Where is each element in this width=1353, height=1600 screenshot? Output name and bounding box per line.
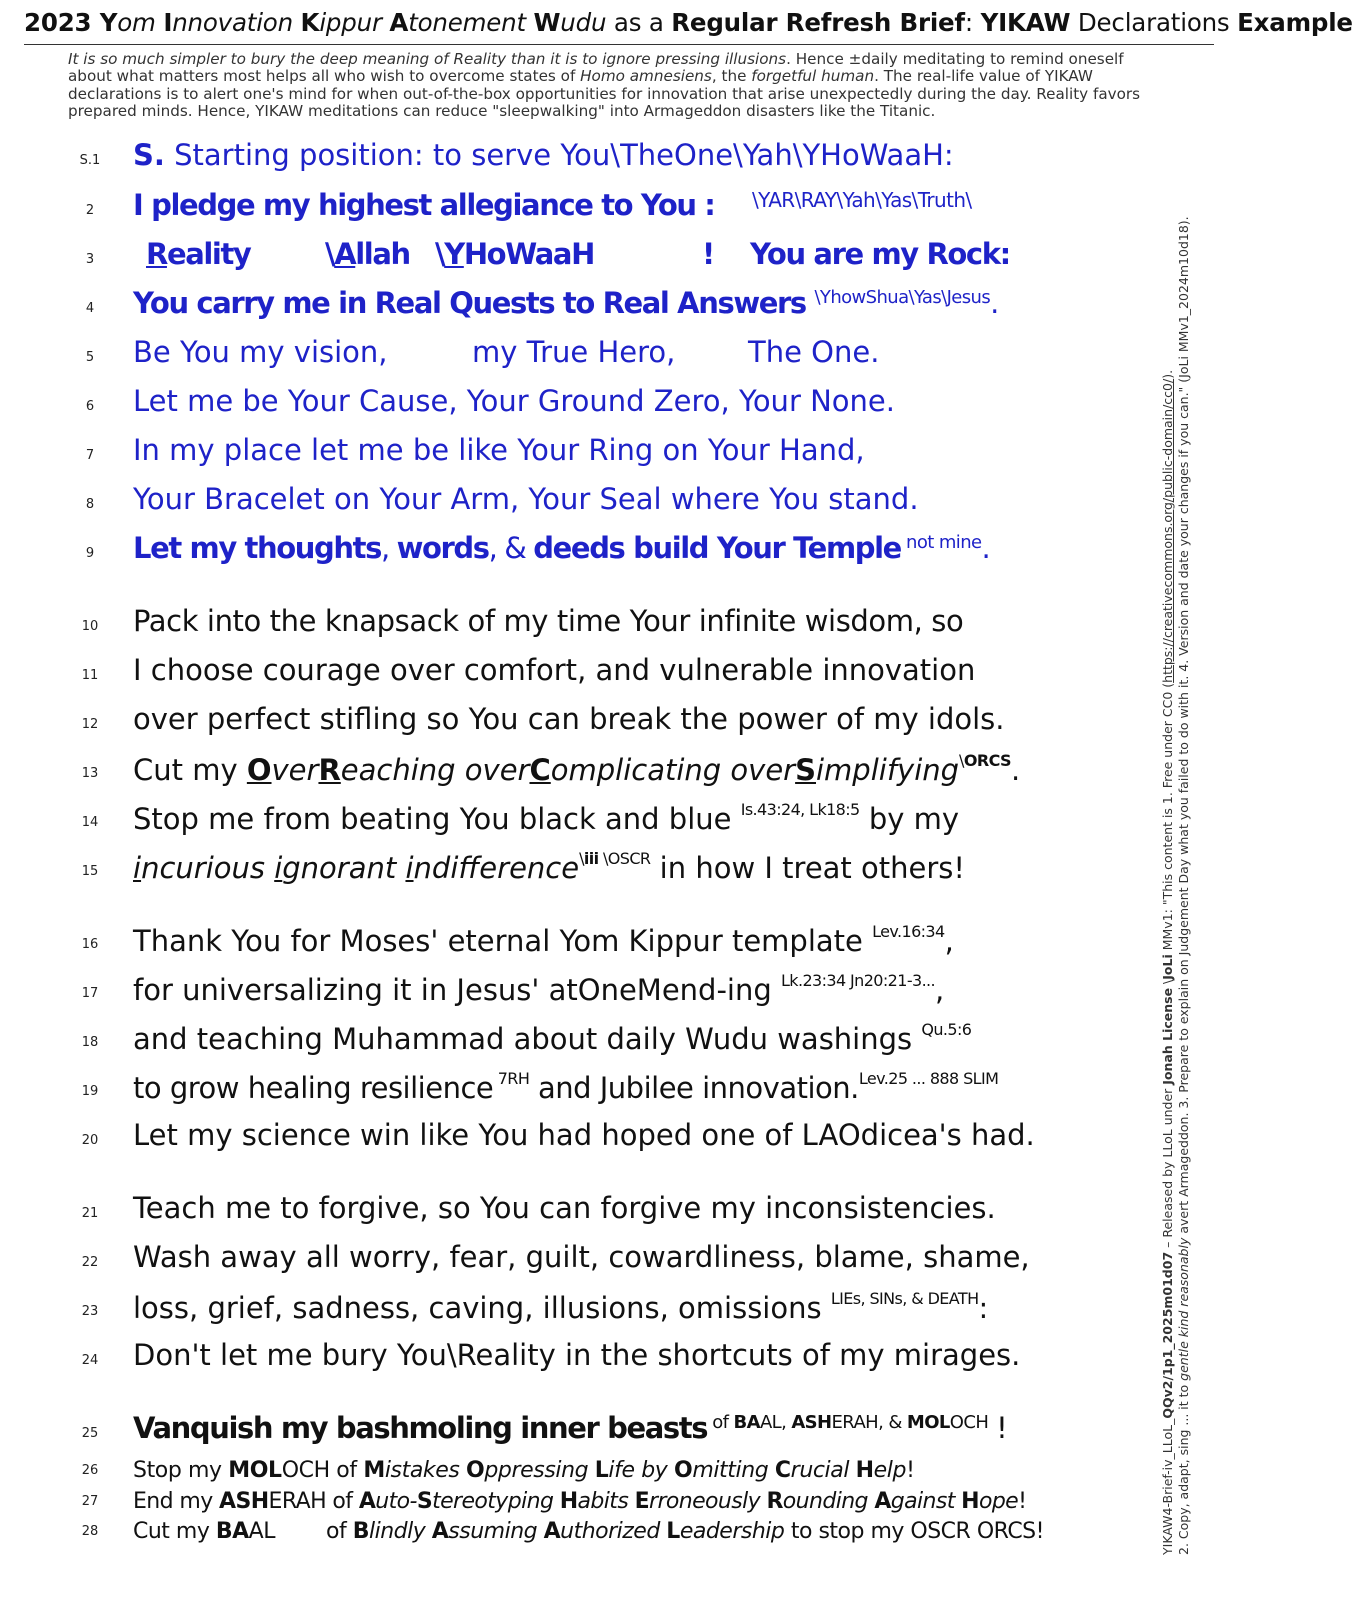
line-text: Cut my BAAL [133,1519,275,1544]
line-number: 20 [81,1133,99,1148]
line-number: 10 [81,619,99,634]
line-text: loss, grief, sadness, caving, illusions, omissions $^{LIEs, SINs, \& DEATH}$: [133,1289,989,1325]
line-text: for universalizing it in Jesus' atOneMend-ing $^{Lk.23:34 Jn20:21-3...}$, [133,971,945,1007]
line-annotation: \YAR\RAY\Yah\Yas\Truth\ [752,188,972,212]
license-line-1: YIKAW4-Brief-iv_LLoL_QQv2/1p1_2025m01d07 – Released by LLoL under Jonah License \JoLi MMv1: "This content is 1. Free under CC0 (https://creativecommons.org/public-domain/cc0/). [1160,369,1175,1555]
line-text: Pack into the knapsack of my time Your infinite wisdom, so [133,604,964,638]
line-text: Let me be Your Cause, Your Ground Zero, Your None. [133,384,895,418]
line-text: Thank You for Moses' eternal Yom Kippur template $^{Lev.16:34}$, [133,922,954,958]
line-number: 26 [81,1463,99,1478]
line-number: 16 [81,937,99,952]
line-number: 23 [81,1304,99,1319]
line-text: Stop my MOLOCH of Mistakes Oppressing Life by Omitting Crucial Help! [133,1458,915,1483]
line-text: \YHoWaaH [435,237,594,271]
line-number: 24 [81,1353,99,1368]
line-number: 18 [81,1035,99,1050]
line-number: 28 [81,1524,99,1539]
license-line-2: 2. Copy, adapt, sing ... it to gentle kind reasonably avert Armageddon. 3. Prepare to explain on Judgement Day what you failed to do with it. 4. Version and date your changes if you can." (JoLi MMv1_2024m10d18). [1176,216,1191,1555]
line-text: The One. [748,335,880,369]
intro-paragraph: It is so much simpler to bury the deep meaning of Reality than it is to ignore pressing illusions. Hence ±daily meditating to remind oneself about what matters most helps all who wish to overcome states of Homo amnesiens, the forgetful human. The real-life value of YIKAW declarations is to alert one's mind for when out-of-the-box opportunities for innovation that arise unexpectedly during the day. Reality favors prepared minds. Hence, YIKAW meditations can reduce "sleepwalking" into Armageddon disasters like the Titanic. [68,50,1141,121]
line-number: 19 [81,1084,99,1099]
line-text: Cut my OverReaching overComplicating overSimplifying$^{\backslash ORCS}$. [133,751,1021,787]
line-text: my True Hero, [472,335,676,369]
line-text: of Blindly Assuming Authorized Leadership to stop my OSCR ORCS! [326,1519,1044,1544]
line-text: Your Bracelet on Your Arm, Your Seal where You stand. [133,482,919,516]
line-text: incurious ignorant indifference$^{\backslash iii}$ $^{\backslash OSCR}$ in how I treat others! [133,849,966,885]
line-text: to grow healing resilience $^{7RH}$ and Jubilee innovation.$^{Lev.25 ... 888 SLIM}$ [133,1069,999,1105]
line-number: 17 [81,986,99,1001]
line-number: 5 [85,350,95,365]
line-text: You carry me in Real Quests to Real Answers $^{\backslash YhowShua\backslash Yas\backslash Jesus}$. [133,286,998,320]
line-number: 22 [81,1255,99,1270]
line-text: Teach me to forgive, so You can forgive my inconsistencies. [133,1191,996,1225]
line-text: Reality [146,237,251,271]
line-text: I choose courage over comfort, and vulnerable innovation [133,653,976,687]
line-text: Wash away all worry, fear, guilt, cowardliness, blame, shame, [133,1240,1030,1274]
line-number: 4 [85,301,95,316]
line-text: ! [702,237,716,271]
line-number: 2 [85,203,95,218]
line-text: Vanquish my bashmoling inner beasts $^{of}$ $^{BAAL,}$ $^{ASHERAH, \&}$ $^{MOLOCH}$ ! [133,1411,1007,1445]
line-number: 8 [85,497,95,512]
line-text: Don't let me bury You\Reality in the shortcuts of my mirages. [133,1338,1021,1372]
line-text: over perfect stifling so You can break the power of my idols. [133,702,1005,736]
line-number: 13 [81,766,99,781]
license-link[interactable]: https://creativecommons.org/public-domain/cc0/ [1160,378,1175,683]
line-number: 7 [85,448,95,463]
line-text: and teaching Muhammad about daily Wudu washings $^{Qu.5:6}$ [133,1020,972,1056]
line-text: Be You my vision, [133,335,388,369]
line-number: 14 [81,815,99,830]
line-number: 9 [85,546,95,561]
line-text: Stop me from beating You black and blue $^{Is.43:24, Lk18:5}$ by my [133,800,960,836]
line-number: 3 [85,252,95,267]
line-text: You are my Rock: [750,237,1010,271]
line-text: S. Starting position: to serve You\TheOne\Yah\YHoWaaH: [133,138,954,172]
page-title: 2023 Yom Innovation Kippur Atonement Wudu as a Regular Refresh Brief: YIKAW Declarations Example [24,8,1353,37]
line-number: 25 [81,1426,99,1441]
line-text: \Allah [325,237,410,271]
license-footnote [1160,216,1204,1555]
line-text: Let my science win like You had hoped one of LAOdicea's had. [133,1118,1035,1152]
line-text: In my place let me be like Your Ring on Your Hand, [133,433,865,467]
line-number: 11 [81,668,99,683]
line-number: 21 [81,1206,99,1221]
line-text: End my ASHERAH of Auto-Stereotyping Habits Erroneously Rounding Against Hope! [133,1489,1027,1514]
line-number: S.1 [79,153,101,168]
line-text: I pledge my highest allegiance to You : [133,188,715,222]
line-number: 6 [85,399,95,414]
title-rule [24,44,1214,45]
line-text: Let my thoughts, words, & deeds build Your Temple $^{not mine}$. [133,531,990,565]
line-number: 15 [81,864,99,879]
line-number: 27 [81,1494,99,1509]
line-number: 12 [81,717,99,732]
